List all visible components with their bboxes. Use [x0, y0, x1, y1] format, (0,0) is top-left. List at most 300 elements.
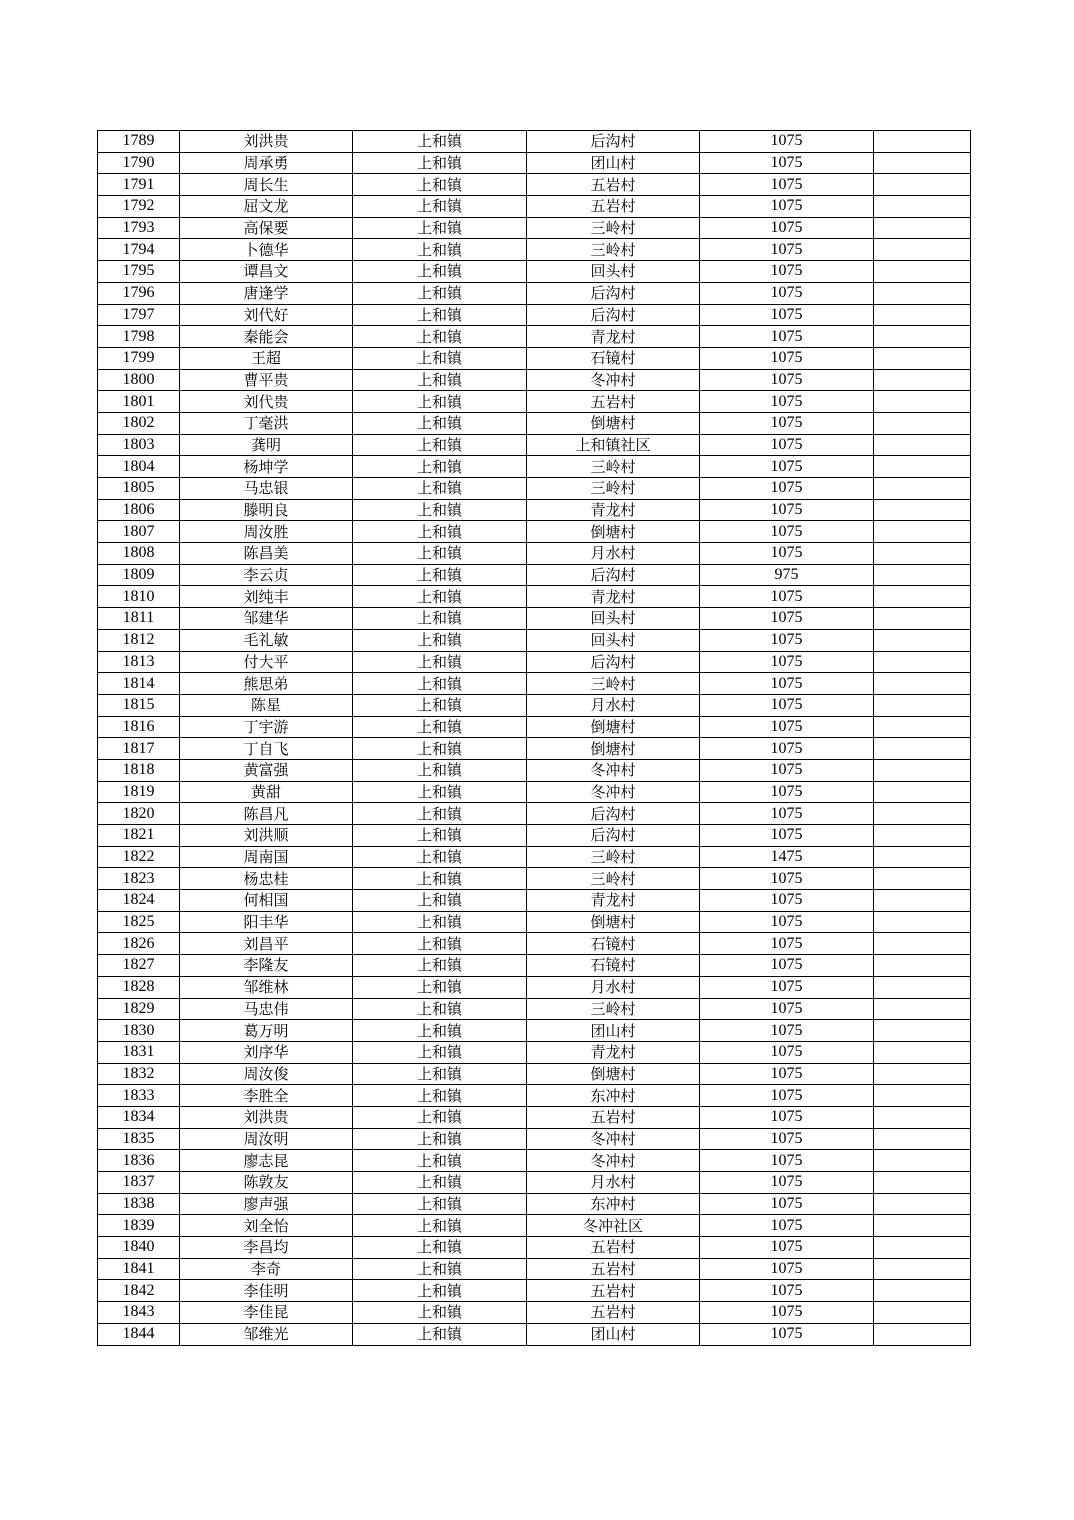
remark-cell [874, 803, 971, 825]
table-row [98, 131, 971, 153]
name-cell: 付大平 [180, 651, 353, 673]
village-cell: 青龙村 [527, 326, 700, 348]
serial-number-cell: 1804 [98, 456, 180, 478]
town-cell: 上和镇 [353, 239, 527, 261]
serial-number-cell: 1814 [98, 673, 180, 695]
village-cell: 五岩村 [527, 1258, 700, 1280]
serial-number-cell: 1833 [98, 1085, 180, 1107]
remark-cell [874, 239, 971, 261]
amount-cell: 1075 [700, 1323, 874, 1345]
name-cell: 龚明 [180, 434, 353, 456]
table-row [98, 326, 971, 348]
name-cell: 秦能会 [180, 326, 353, 348]
town-cell: 上和镇 [353, 673, 527, 695]
remark-cell [874, 564, 971, 586]
town-cell: 上和镇 [353, 1280, 527, 1302]
remark-cell [874, 412, 971, 434]
table-row [98, 543, 971, 565]
name-cell: 李佳明 [180, 1280, 353, 1302]
serial-number-cell: 1805 [98, 478, 180, 500]
name-cell: 刘洪贵 [180, 1106, 353, 1128]
town-cell: 上和镇 [353, 1063, 527, 1085]
village-cell: 五岩村 [527, 174, 700, 196]
name-cell: 丁宇游 [180, 716, 353, 738]
amount-cell: 1075 [700, 1128, 874, 1150]
amount-cell: 1075 [700, 651, 874, 673]
serial-number-cell: 1810 [98, 586, 180, 608]
village-cell: 石镜村 [527, 347, 700, 369]
village-cell: 后沟村 [527, 564, 700, 586]
table-row [98, 521, 971, 543]
remark-cell [874, 131, 971, 153]
name-cell: 李云贞 [180, 564, 353, 586]
serial-number-cell: 1792 [98, 196, 180, 218]
remark-cell [874, 391, 971, 413]
serial-number-cell: 1835 [98, 1128, 180, 1150]
name-cell: 周长生 [180, 174, 353, 196]
town-cell: 上和镇 [353, 261, 527, 283]
remark-cell [874, 304, 971, 326]
amount-cell: 1075 [700, 1041, 874, 1063]
remark-cell [874, 629, 971, 651]
remark-cell [874, 174, 971, 196]
remark-cell [874, 716, 971, 738]
village-cell: 上和镇社区 [527, 434, 700, 456]
town-cell: 上和镇 [353, 131, 527, 153]
serial-number-cell: 1796 [98, 282, 180, 304]
remark-cell [874, 738, 971, 760]
amount-cell: 1075 [700, 1063, 874, 1085]
serial-number-cell: 1809 [98, 564, 180, 586]
name-cell: 廖志昆 [180, 1150, 353, 1172]
name-cell: 周承勇 [180, 152, 353, 174]
village-cell: 五岩村 [527, 1106, 700, 1128]
name-cell: 卜德华 [180, 239, 353, 261]
village-cell: 后沟村 [527, 651, 700, 673]
village-cell: 回头村 [527, 261, 700, 283]
town-cell: 上和镇 [353, 478, 527, 500]
serial-number-cell: 1818 [98, 759, 180, 781]
remark-cell [874, 369, 971, 391]
amount-cell: 1075 [700, 304, 874, 326]
amount-cell: 1075 [700, 282, 874, 304]
name-cell: 刘代好 [180, 304, 353, 326]
village-cell: 三岭村 [527, 868, 700, 890]
amount-cell: 1075 [700, 217, 874, 239]
remark-cell [874, 1106, 971, 1128]
table-row [98, 478, 971, 500]
serial-number-cell: 1802 [98, 412, 180, 434]
name-cell: 丁自飞 [180, 738, 353, 760]
table-row [98, 651, 971, 673]
town-cell: 上和镇 [353, 976, 527, 998]
remark-cell [874, 759, 971, 781]
amount-cell: 1075 [700, 933, 874, 955]
amount-cell: 1075 [700, 629, 874, 651]
name-cell: 高保要 [180, 217, 353, 239]
remark-cell [874, 998, 971, 1020]
table-row [98, 759, 971, 781]
serial-number-cell: 1821 [98, 825, 180, 847]
amount-cell: 1075 [700, 781, 874, 803]
town-cell: 上和镇 [353, 890, 527, 912]
table-body [98, 131, 971, 1346]
remark-cell [874, 825, 971, 847]
remark-cell [874, 976, 971, 998]
remark-cell [874, 456, 971, 478]
table-row [98, 499, 971, 521]
name-cell: 阳丰华 [180, 911, 353, 933]
remark-cell [874, 955, 971, 977]
table-row [98, 890, 971, 912]
town-cell: 上和镇 [353, 174, 527, 196]
serial-number-cell: 1794 [98, 239, 180, 261]
serial-number-cell: 1840 [98, 1237, 180, 1259]
remark-cell [874, 586, 971, 608]
name-cell: 陈星 [180, 694, 353, 716]
name-cell: 何相国 [180, 890, 353, 912]
table-row [98, 434, 971, 456]
village-cell: 冬冲村 [527, 781, 700, 803]
town-cell: 上和镇 [353, 1172, 527, 1194]
town-cell: 上和镇 [353, 1323, 527, 1345]
amount-cell: 1075 [700, 1106, 874, 1128]
village-cell: 团山村 [527, 152, 700, 174]
data-table [97, 130, 971, 1346]
serial-number-cell: 1825 [98, 911, 180, 933]
village-cell: 后沟村 [527, 131, 700, 153]
table-row [98, 217, 971, 239]
village-cell: 三岭村 [527, 239, 700, 261]
amount-cell: 1075 [700, 1258, 874, 1280]
town-cell: 上和镇 [353, 543, 527, 565]
remark-cell [874, 326, 971, 348]
name-cell: 刘序华 [180, 1041, 353, 1063]
serial-number-cell: 1839 [98, 1215, 180, 1237]
amount-cell: 1075 [700, 890, 874, 912]
amount-cell: 1075 [700, 803, 874, 825]
village-cell: 后沟村 [527, 825, 700, 847]
amount-cell: 1075 [700, 1302, 874, 1324]
remark-cell [874, 890, 971, 912]
table-row [98, 976, 971, 998]
serial-number-cell: 1800 [98, 369, 180, 391]
serial-number-cell: 1795 [98, 261, 180, 283]
town-cell: 上和镇 [353, 1193, 527, 1215]
village-cell: 五岩村 [527, 196, 700, 218]
amount-cell: 1075 [700, 391, 874, 413]
remark-cell [874, 521, 971, 543]
table-row [98, 1302, 971, 1324]
serial-number-cell: 1828 [98, 976, 180, 998]
amount-cell: 1075 [700, 976, 874, 998]
serial-number-cell: 1797 [98, 304, 180, 326]
remark-cell [874, 196, 971, 218]
remark-cell [874, 217, 971, 239]
amount-cell: 1075 [700, 608, 874, 630]
amount-cell: 1075 [700, 955, 874, 977]
table-row [98, 955, 971, 977]
name-cell: 黄富强 [180, 759, 353, 781]
serial-number-cell: 1803 [98, 434, 180, 456]
remark-cell [874, 478, 971, 500]
village-cell: 团山村 [527, 1323, 700, 1345]
town-cell: 上和镇 [353, 608, 527, 630]
serial-number-cell: 1836 [98, 1150, 180, 1172]
village-cell: 五岩村 [527, 391, 700, 413]
name-cell: 周汝明 [180, 1128, 353, 1150]
village-cell: 倒塘村 [527, 412, 700, 434]
amount-cell: 1075 [700, 1215, 874, 1237]
amount-cell: 1075 [700, 586, 874, 608]
amount-cell: 1075 [700, 261, 874, 283]
remark-cell [874, 1258, 971, 1280]
table-row [98, 347, 971, 369]
name-cell: 刘代贵 [180, 391, 353, 413]
name-cell: 杨忠桂 [180, 868, 353, 890]
amount-cell: 1075 [700, 347, 874, 369]
town-cell: 上和镇 [353, 825, 527, 847]
amount-cell: 1075 [700, 825, 874, 847]
table-row [98, 1150, 971, 1172]
town-cell: 上和镇 [353, 152, 527, 174]
town-cell: 上和镇 [353, 369, 527, 391]
amount-cell: 1075 [700, 521, 874, 543]
town-cell: 上和镇 [353, 586, 527, 608]
town-cell: 上和镇 [353, 1085, 527, 1107]
village-cell: 倒塘村 [527, 738, 700, 760]
village-cell: 月水村 [527, 694, 700, 716]
name-cell: 葛万明 [180, 1020, 353, 1042]
remark-cell [874, 1323, 971, 1345]
name-cell: 黄甜 [180, 781, 353, 803]
village-cell: 青龙村 [527, 1041, 700, 1063]
serial-number-cell: 1799 [98, 347, 180, 369]
amount-cell: 1075 [700, 412, 874, 434]
village-cell: 青龙村 [527, 586, 700, 608]
serial-number-cell: 1827 [98, 955, 180, 977]
remark-cell [874, 1280, 971, 1302]
town-cell: 上和镇 [353, 521, 527, 543]
amount-cell: 1075 [700, 543, 874, 565]
remark-cell [874, 933, 971, 955]
serial-number-cell: 1842 [98, 1280, 180, 1302]
table-row [98, 369, 971, 391]
table-row [98, 1106, 971, 1128]
village-cell: 三岭村 [527, 998, 700, 1020]
serial-number-cell: 1830 [98, 1020, 180, 1042]
town-cell: 上和镇 [353, 1128, 527, 1150]
town-cell: 上和镇 [353, 1020, 527, 1042]
table-row [98, 1323, 971, 1345]
town-cell: 上和镇 [353, 1258, 527, 1280]
serial-number-cell: 1815 [98, 694, 180, 716]
serial-number-cell: 1829 [98, 998, 180, 1020]
name-cell: 李隆友 [180, 955, 353, 977]
serial-number-cell: 1798 [98, 326, 180, 348]
amount-cell: 1475 [700, 846, 874, 868]
remark-cell [874, 1193, 971, 1215]
name-cell: 谭昌文 [180, 261, 353, 283]
remark-cell [874, 1215, 971, 1237]
village-cell: 三岭村 [527, 456, 700, 478]
name-cell: 丁毫洪 [180, 412, 353, 434]
serial-number-cell: 1806 [98, 499, 180, 521]
serial-number-cell: 1826 [98, 933, 180, 955]
amount-cell: 1075 [700, 369, 874, 391]
town-cell: 上和镇 [353, 326, 527, 348]
remark-cell [874, 543, 971, 565]
village-cell: 冬冲村 [527, 369, 700, 391]
village-cell: 倒塘村 [527, 911, 700, 933]
village-cell: 冬冲社区 [527, 1215, 700, 1237]
village-cell: 后沟村 [527, 304, 700, 326]
village-cell: 东冲村 [527, 1085, 700, 1107]
table-row [98, 239, 971, 261]
village-cell: 石镜村 [527, 955, 700, 977]
amount-cell: 1075 [700, 998, 874, 1020]
remark-cell [874, 1063, 971, 1085]
remark-cell [874, 694, 971, 716]
table-row [98, 196, 971, 218]
amount-cell: 975 [700, 564, 874, 586]
village-cell: 团山村 [527, 1020, 700, 1042]
serial-number-cell: 1808 [98, 543, 180, 565]
table-row [98, 1085, 971, 1107]
table-row [98, 564, 971, 586]
table-row [98, 911, 971, 933]
table-row [98, 1063, 971, 1085]
name-cell: 陈昌美 [180, 543, 353, 565]
table-row [98, 694, 971, 716]
remark-cell [874, 608, 971, 630]
table-row [98, 1172, 971, 1194]
name-cell: 唐逢学 [180, 282, 353, 304]
serial-number-cell: 1789 [98, 131, 180, 153]
village-cell: 青龙村 [527, 890, 700, 912]
town-cell: 上和镇 [353, 1215, 527, 1237]
amount-cell: 1075 [700, 738, 874, 760]
name-cell: 王超 [180, 347, 353, 369]
remark-cell [874, 1237, 971, 1259]
amount-cell: 1075 [700, 759, 874, 781]
remark-cell [874, 434, 971, 456]
serial-number-cell: 1819 [98, 781, 180, 803]
serial-number-cell: 1811 [98, 608, 180, 630]
name-cell: 陈昌凡 [180, 803, 353, 825]
amount-cell: 1075 [700, 434, 874, 456]
remark-cell [874, 499, 971, 521]
town-cell: 上和镇 [353, 759, 527, 781]
remark-cell [874, 1128, 971, 1150]
table-row [98, 933, 971, 955]
town-cell: 上和镇 [353, 1041, 527, 1063]
amount-cell: 1075 [700, 174, 874, 196]
name-cell: 刘洪顺 [180, 825, 353, 847]
amount-cell: 1075 [700, 694, 874, 716]
village-cell: 五岩村 [527, 1280, 700, 1302]
serial-number-cell: 1823 [98, 868, 180, 890]
table-row [98, 998, 971, 1020]
name-cell: 李胜全 [180, 1085, 353, 1107]
table-row [98, 152, 971, 174]
town-cell: 上和镇 [353, 282, 527, 304]
amount-cell: 1075 [700, 499, 874, 521]
table-row [98, 738, 971, 760]
name-cell: 周南国 [180, 846, 353, 868]
table-row [98, 174, 971, 196]
table-row [98, 391, 971, 413]
amount-cell: 1075 [700, 152, 874, 174]
serial-number-cell: 1813 [98, 651, 180, 673]
village-cell: 冬冲村 [527, 1150, 700, 1172]
amount-cell: 1075 [700, 1085, 874, 1107]
village-cell: 三岭村 [527, 217, 700, 239]
serial-number-cell: 1831 [98, 1041, 180, 1063]
town-cell: 上和镇 [353, 651, 527, 673]
town-cell: 上和镇 [353, 694, 527, 716]
town-cell: 上和镇 [353, 738, 527, 760]
remark-cell [874, 1302, 971, 1324]
name-cell: 邹建华 [180, 608, 353, 630]
village-cell: 月水村 [527, 1172, 700, 1194]
remark-cell [874, 347, 971, 369]
village-cell: 后沟村 [527, 803, 700, 825]
village-cell: 青龙村 [527, 499, 700, 521]
serial-number-cell: 1824 [98, 890, 180, 912]
table-row [98, 1128, 971, 1150]
town-cell: 上和镇 [353, 1150, 527, 1172]
town-cell: 上和镇 [353, 217, 527, 239]
village-cell: 回头村 [527, 629, 700, 651]
name-cell: 刘洪贵 [180, 131, 353, 153]
town-cell: 上和镇 [353, 998, 527, 1020]
serial-number-cell: 1838 [98, 1193, 180, 1215]
table-row [98, 1041, 971, 1063]
town-cell: 上和镇 [353, 499, 527, 521]
village-cell: 冬冲村 [527, 1128, 700, 1150]
amount-cell: 1075 [700, 1280, 874, 1302]
remark-cell [874, 1172, 971, 1194]
amount-cell: 1075 [700, 1193, 874, 1215]
town-cell: 上和镇 [353, 1237, 527, 1259]
table-row [98, 1193, 971, 1215]
name-cell: 陈敦友 [180, 1172, 353, 1194]
table-row [98, 608, 971, 630]
amount-cell: 1075 [700, 1237, 874, 1259]
village-cell: 五岩村 [527, 1237, 700, 1259]
serial-number-cell: 1844 [98, 1323, 180, 1345]
town-cell: 上和镇 [353, 412, 527, 434]
serial-number-cell: 1817 [98, 738, 180, 760]
name-cell: 熊思弟 [180, 673, 353, 695]
village-cell: 倒塘村 [527, 521, 700, 543]
town-cell: 上和镇 [353, 716, 527, 738]
remark-cell [874, 1150, 971, 1172]
remark-cell [874, 282, 971, 304]
village-cell: 三岭村 [527, 673, 700, 695]
name-cell: 周汝胜 [180, 521, 353, 543]
remark-cell [874, 261, 971, 283]
village-cell: 冬冲村 [527, 759, 700, 781]
town-cell: 上和镇 [353, 434, 527, 456]
village-cell: 月水村 [527, 543, 700, 565]
remark-cell [874, 911, 971, 933]
name-cell: 刘纯丰 [180, 586, 353, 608]
amount-cell: 1075 [700, 673, 874, 695]
town-cell: 上和镇 [353, 781, 527, 803]
amount-cell: 1075 [700, 868, 874, 890]
